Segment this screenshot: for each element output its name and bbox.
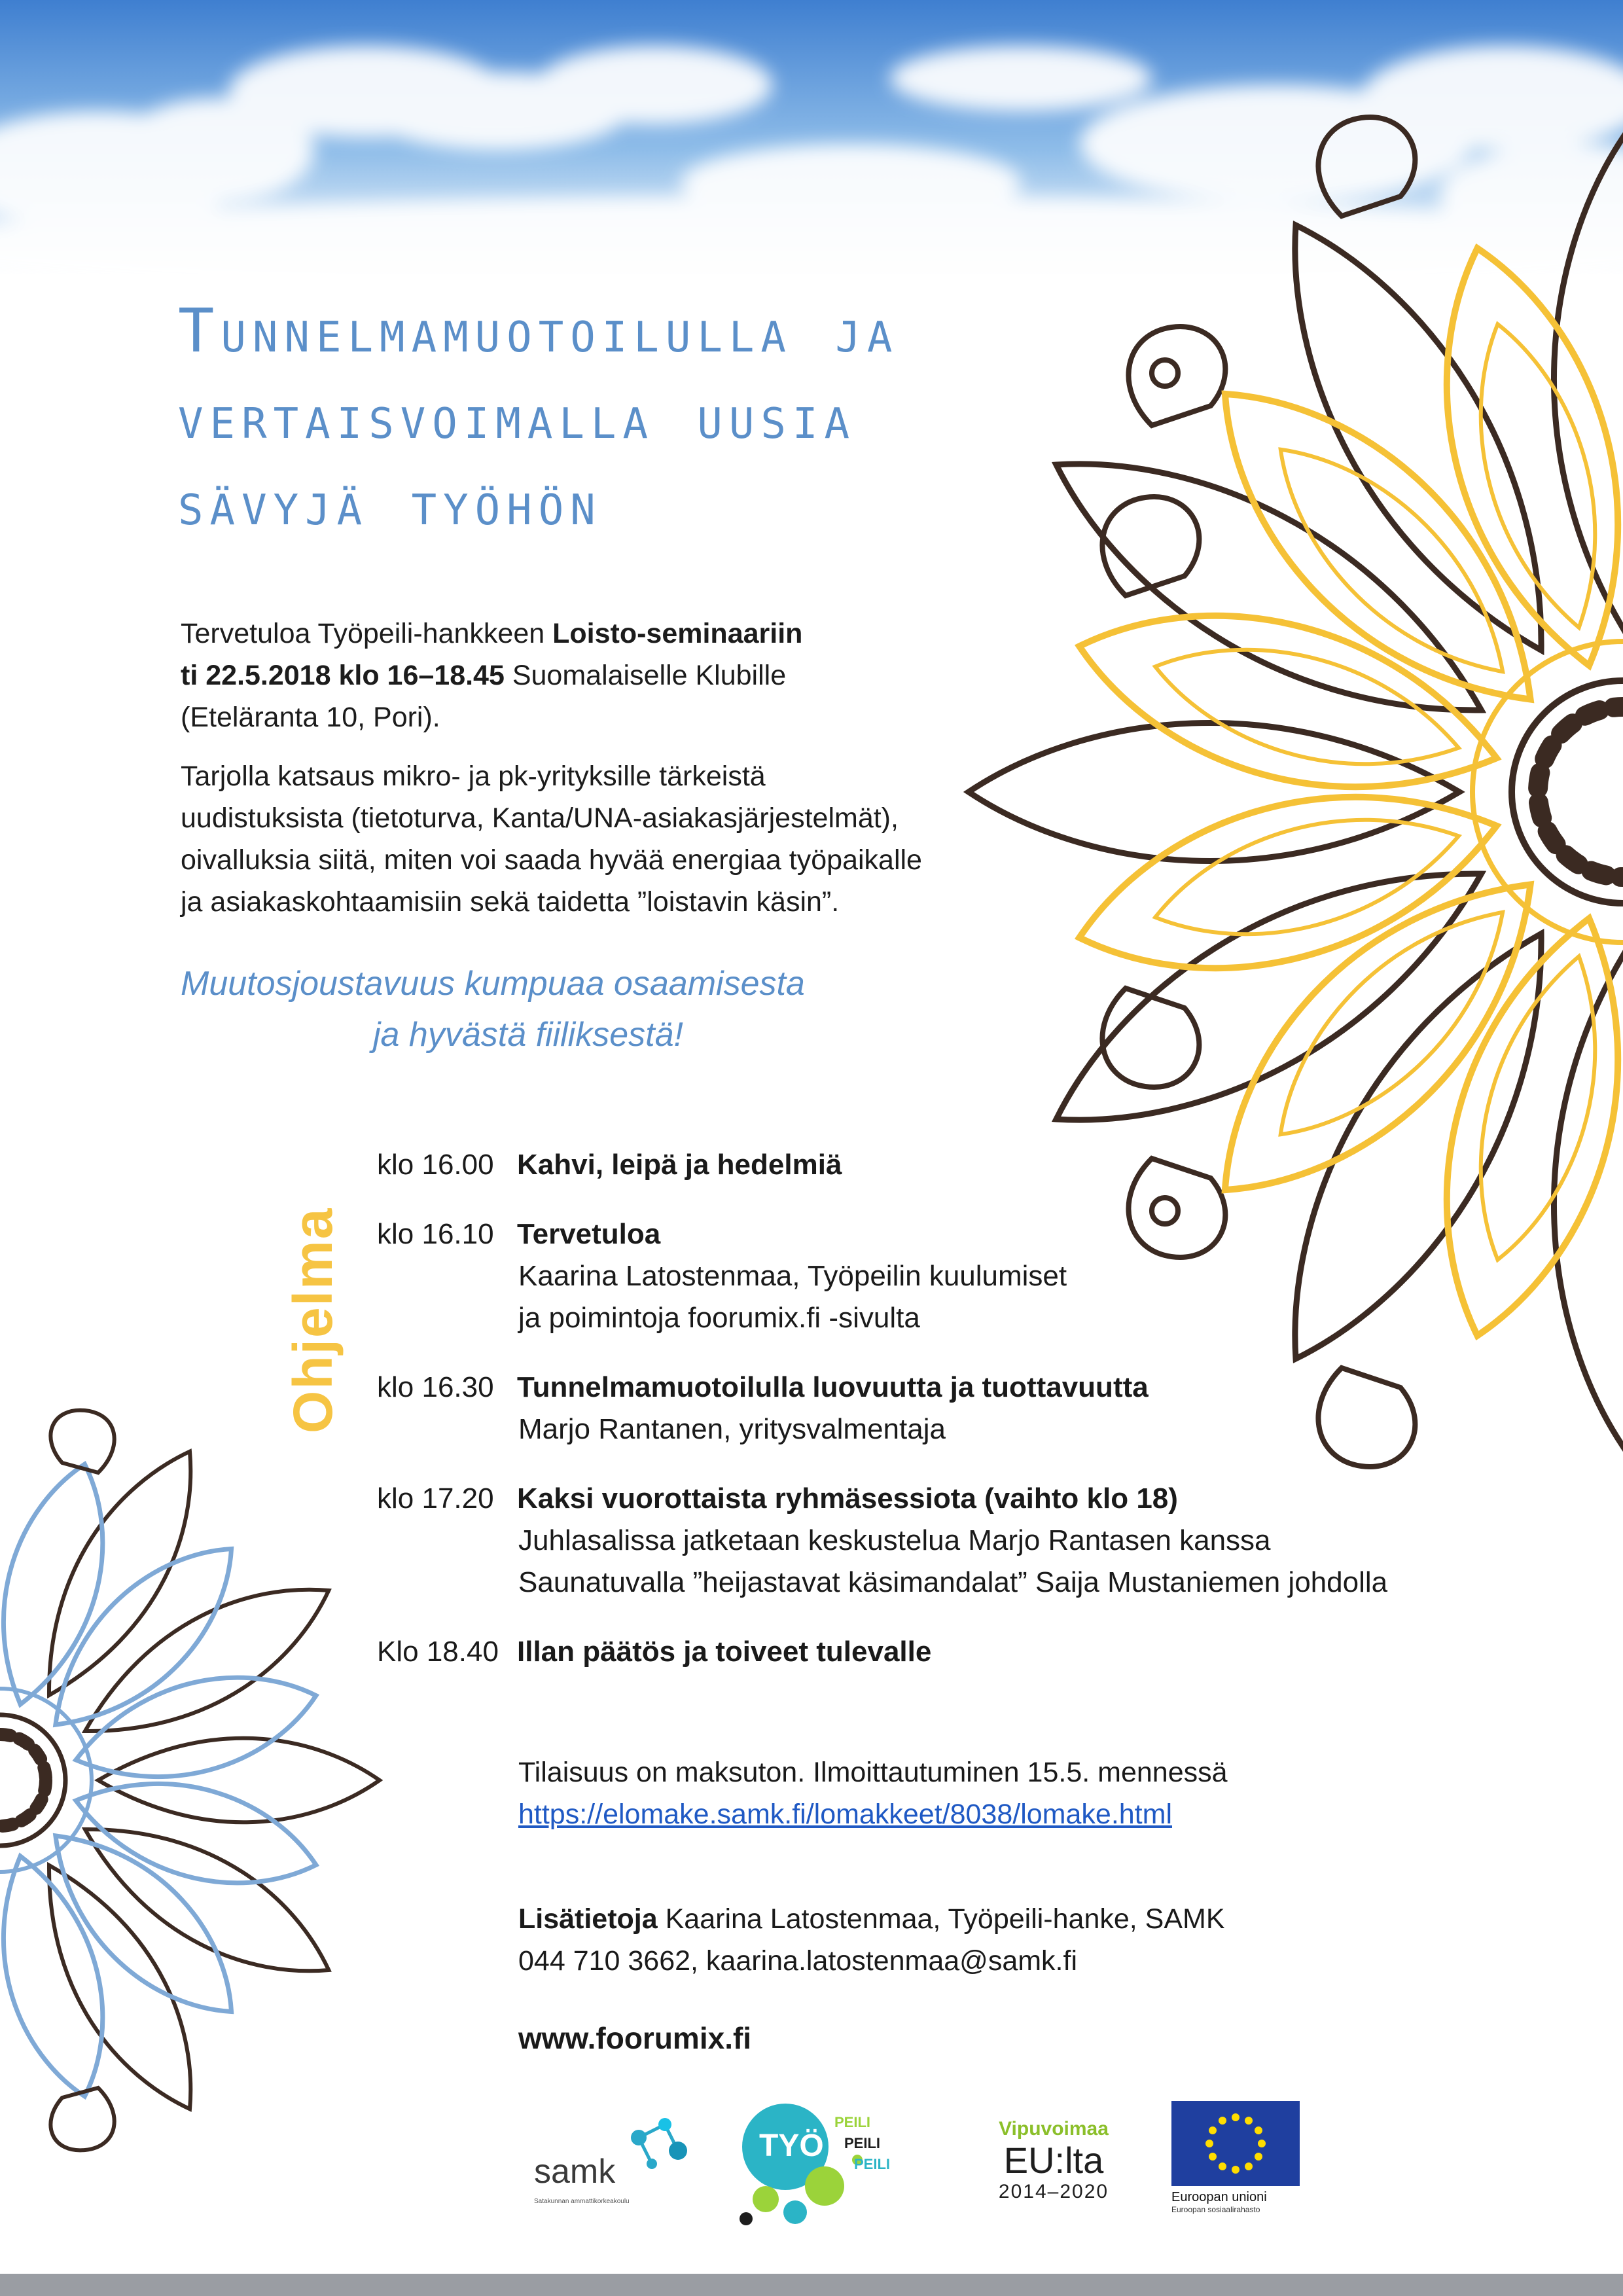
program-headline: Illan päätös ja toiveet tulevalle (517, 1636, 932, 1668)
intro-paragraph-1 (181, 613, 1031, 738)
program-time: klo 16.10 (377, 1218, 494, 1250)
tyo-text: TYÖ (759, 2128, 824, 2163)
intro-line: oivalluksia siitä, miten voi saada hyvää energiaa työpaikalle (181, 844, 922, 876)
eu-flag-icon (1171, 2101, 1300, 2186)
title-line-2: vertaisvoimalla uusia (178, 382, 857, 452)
program-detail: Juhlasalissa jatketaan keskustelua Marjo Rantasen kanssa (518, 1524, 1271, 1556)
registration-link[interactable]: https://elomake.samk.fi/lomakkeet/8038/lomake.html (518, 1799, 1172, 1830)
program-detail: Saunatuvalla ”heijastavat käsimandalat” Saija Mustaniemen johdolla (518, 1566, 1388, 1598)
bottom-bar (0, 2274, 1623, 2296)
intro-welcome: Tervetuloa Työpeili-hankkeen (181, 618, 553, 649)
intro-address: (Eteläranta 10, Pori). (181, 702, 440, 733)
eu-name-text: Euroopan unioni (1171, 2190, 1267, 2204)
program-item (377, 1144, 1489, 1186)
intro-line: ja asiakaskohtaamisiin sekä taidetta ”loistavin käsin”. (181, 886, 840, 918)
vipu-years-text: 2014–2020 (998, 2181, 1109, 2202)
intro-seminar-name: Loisto-seminaariin (552, 618, 803, 649)
intro-text (181, 613, 1031, 940)
samk-molecule-icon (619, 2111, 698, 2170)
samk-wordmark: samk (534, 2153, 616, 2191)
samk-logo (534, 2111, 704, 2216)
program-headline: Tunnelmamuotoilulla luovuutta ja tuottavuutta (517, 1371, 1149, 1403)
website-link[interactable]: www.foorumix.fi (518, 2021, 752, 2055)
blue-mandala-decoration (0, 1394, 393, 2166)
logo-row (524, 2088, 1374, 2232)
intro-line: uudistuksista (tietoturva, Kanta/UNA-asiakasjärjestelmät), (181, 802, 899, 834)
intro-line: Tarjolla katsaus mikro- ja pk-yrityksille tärkeistä (181, 761, 766, 792)
peili-text: PEILI (844, 2135, 881, 2151)
contact-person: Kaarina Latostenmaa, Työpeili-hanke, SAMK (657, 1903, 1225, 1935)
program-time: klo 16.30 (377, 1371, 494, 1403)
samk-subtitle: Satakunnan ammattikorkeakoulu (534, 2198, 630, 2205)
title-line-1: Tunnelmamuotoilulla ja (178, 296, 899, 366)
program-headline: Tervetuloa (517, 1218, 661, 1250)
program-detail: Kaarina Latostenmaa, Työpeilin kuulumiset (518, 1260, 1067, 1292)
page-title (178, 288, 1160, 547)
title-line-3: sävyjä työhön (178, 469, 602, 539)
program-item (377, 1213, 1489, 1339)
program-detail: Marjo Rantanen, yritysvalmentaja (518, 1413, 946, 1445)
program-headline: Kaksi vuorottaista ryhmäsessiota (vaihto klo 18) (517, 1482, 1178, 1515)
contact-info (518, 1898, 1500, 1982)
eu-subtitle-text: Euroopan sosiaalirahasto (1171, 2205, 1260, 2214)
slogan (181, 958, 1018, 1060)
contact-label: Lisätietoja (518, 1903, 658, 1935)
intro-paragraph-2 (181, 755, 1031, 923)
intro-date: ti 22.5.2018 klo 16–18.45 (181, 660, 505, 691)
program-time: klo 16.00 (377, 1149, 494, 1181)
program-label: Ohjelma (282, 1207, 344, 1433)
tyopeili-logo (726, 2088, 923, 2232)
intro-venue: Suomalaiselle Klubille (504, 660, 787, 691)
registration-text: Tilaisuus on maksuton. Ilmoittautuminen 15.5. mennessä (518, 1757, 1228, 1788)
slogan-line-1: Muutosjoustavuus kumpuaa osaamisesta (181, 965, 805, 1003)
contact-details: 044 710 3662, kaarina.latostenmaa@samk.fi (518, 1945, 1077, 1977)
program-item (377, 1631, 1489, 1673)
vipuvoimaa-logo (975, 2118, 1132, 2229)
peili-text: PEILI (854, 2156, 891, 2172)
peili-text: PEILI (834, 2114, 871, 2130)
slogan-line-2: ja hyvästä fiiliksestä! (373, 1016, 683, 1054)
program-item (377, 1478, 1489, 1604)
program-list (377, 1144, 1489, 1700)
vipu-top-text: Vipuvoimaa (999, 2118, 1109, 2140)
program-time: Klo 18.40 (377, 1636, 499, 1668)
registration-info (518, 1751, 1500, 1835)
program-detail: ja poimintoja foorumix.fi -sivulta (518, 1302, 920, 1334)
vipu-mid-text: EU:lta (1003, 2140, 1104, 2181)
program-time: klo 17.20 (377, 1482, 494, 1515)
program-headline: Kahvi, leipä ja hedelmiä (517, 1149, 842, 1181)
program-item (377, 1367, 1489, 1450)
eu-logo (1171, 2101, 1302, 2232)
